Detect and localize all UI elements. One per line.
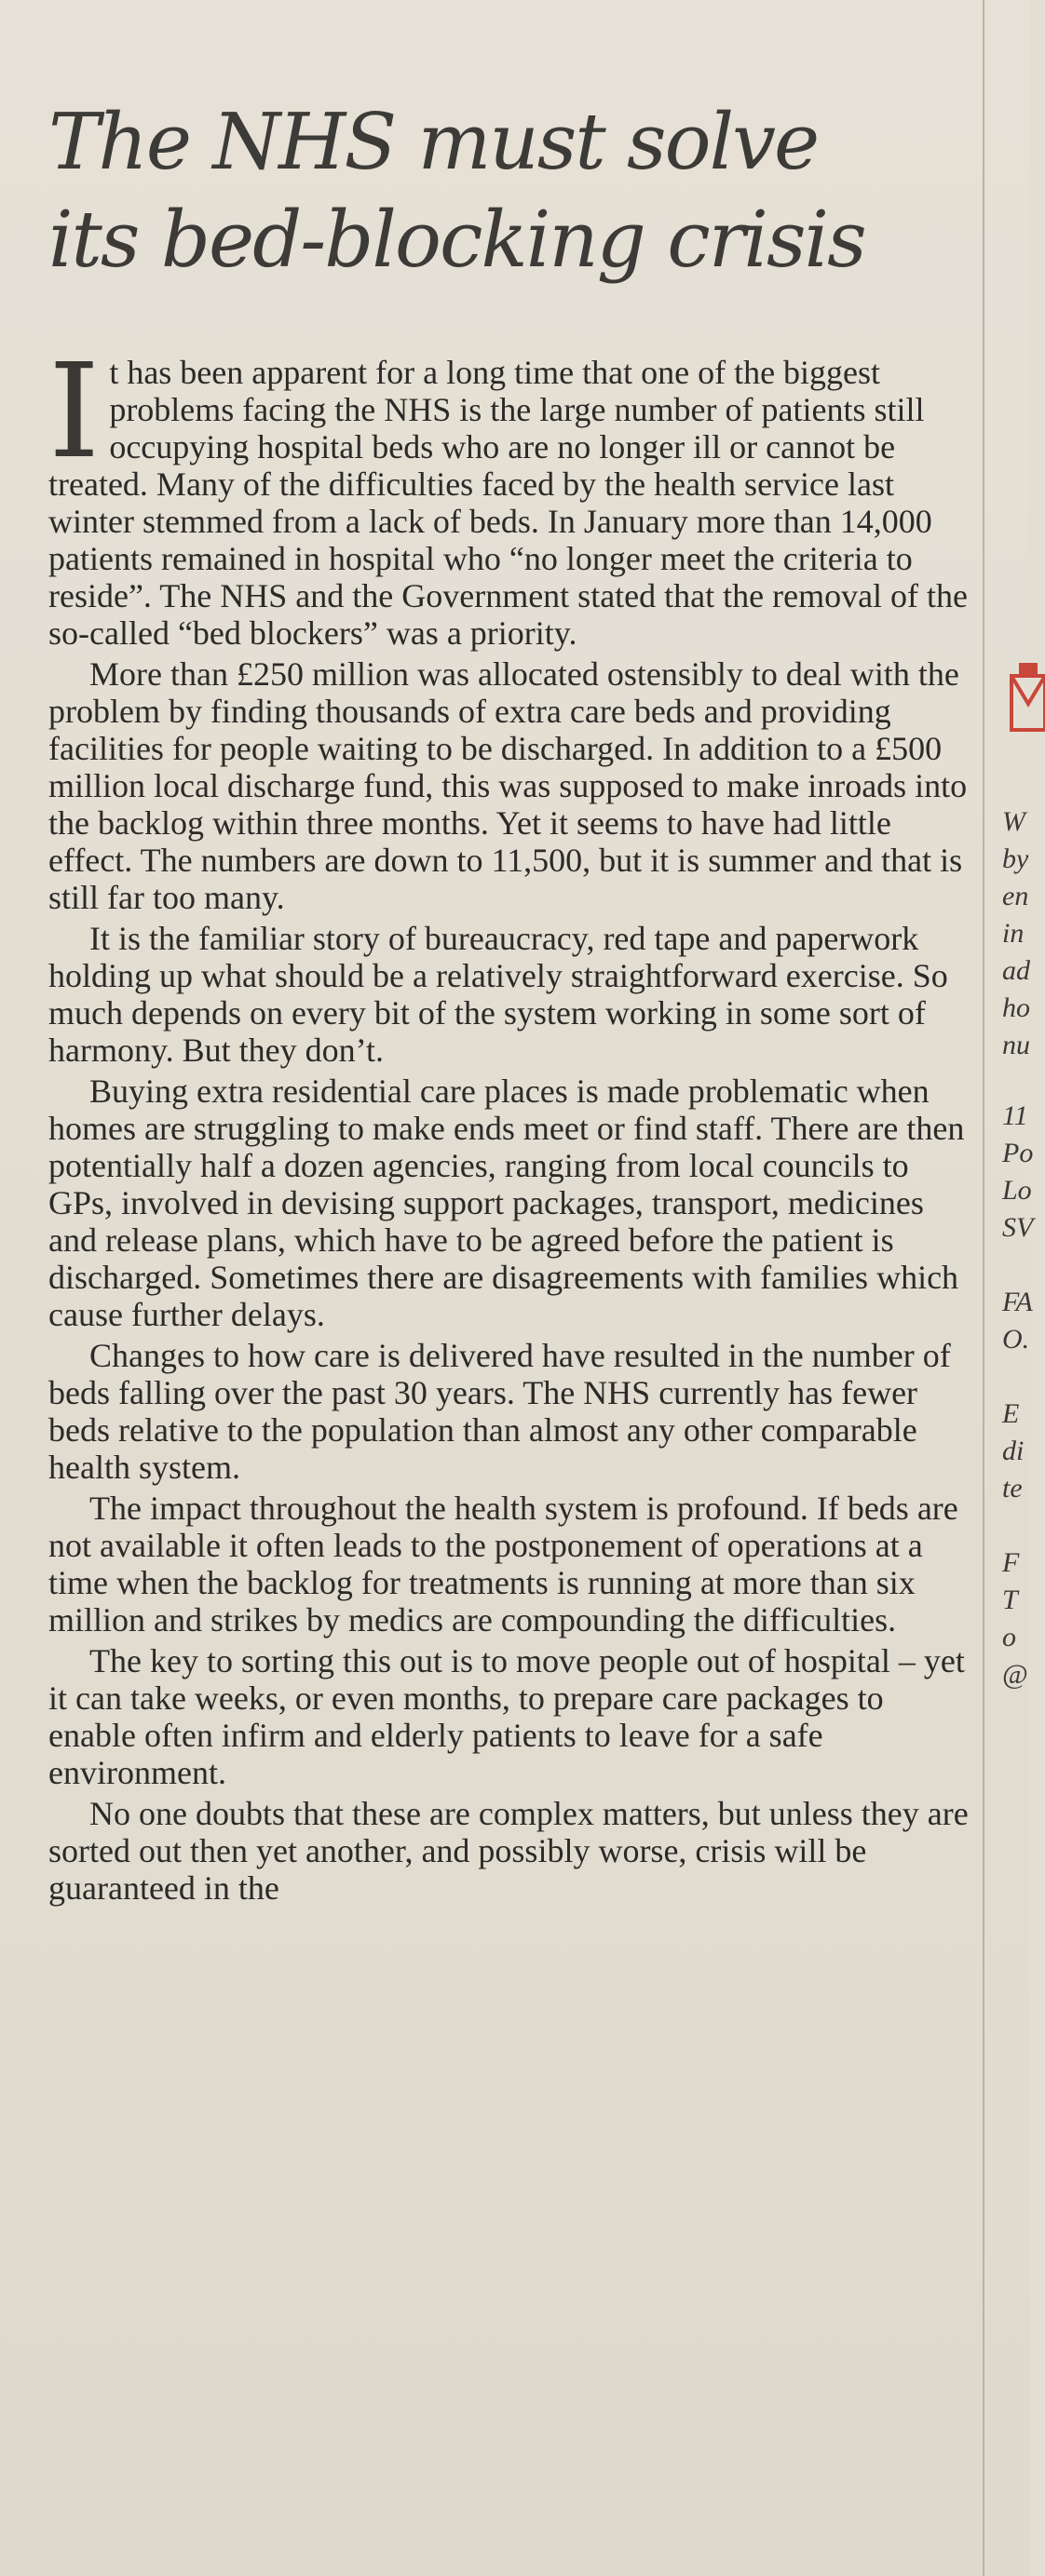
paragraph-8: No one doubts that these are complex matters, but unless they are sorted out then yet another, and possibly worse, crisis will be guaranteed in the — [48, 1795, 969, 1907]
side-fragment: T — [1002, 1585, 1018, 1615]
column-divider — [983, 0, 984, 2576]
side-fragment: di — [1002, 1436, 1025, 1466]
side-fragment: o — [1002, 1622, 1016, 1652]
article — [48, 93, 970, 1910]
paragraph-4: Buying extra residential care places is made problematic when homes are struggling to make ends meet or find staff. There are then potentially half a dozen agencies, ranging from local councils to GPs, involved in devising support packages, transport, medicines and release plans, which have to be agreed before the patient is discharged. Sometimes there are disagreements with families which cause further delays. — [48, 1072, 965, 1333]
side-fragment: in — [1002, 918, 1025, 949]
side-fragment: ho — [1002, 992, 1030, 1023]
side-fragment: Lo — [1002, 1175, 1032, 1206]
side-fragment: 11 — [1002, 1100, 1028, 1131]
headline — [48, 93, 970, 289]
side-fragment: en — [1002, 881, 1029, 911]
side-fragment: E — [1002, 1398, 1020, 1429]
side-fragment: ad — [1002, 955, 1030, 986]
side-fragment: by — [1002, 843, 1029, 874]
adjacent-column-fragments — [997, 0, 1034, 2576]
side-fragment: FA — [1002, 1287, 1033, 1317]
side-fragment: te — [1002, 1473, 1023, 1504]
article-body — [48, 336, 970, 1907]
paragraph-1: It has been apparent for a long time that one of the biggest problems facing the NHS is the large number of patients still occupying hospital beds who are no longer ill or cannot be treated. Many of the difficulties faced by the health service last winter stemmed from a lack of beds. In January more than 14,000 patients remained in hospital who “no longer meet the criteria to reside”. The NHS and the Government stated that the removal of the so-called “bed blockers” was a priority. — [48, 336, 969, 652]
side-fragment: @ — [1002, 1659, 1028, 1690]
side-fragment: nu — [1002, 1030, 1030, 1060]
side-fragment: SV — [1002, 1212, 1034, 1243]
headline-line-1: The NHS must solve — [48, 97, 819, 187]
side-fragment: F — [1002, 1547, 1020, 1578]
headline-line-2: its bed-blocking crisis — [48, 195, 865, 285]
side-fragment: O. — [1002, 1324, 1030, 1355]
side-fragment: Po — [1002, 1138, 1034, 1168]
side-fragment: W — [1002, 806, 1025, 837]
paragraph-5: Changes to how care is delivered have resulted in the number of beds falling over the past 30 years. The NHS currently has fewer beds relative to the population than almost any other comparable health system. — [48, 1337, 951, 1486]
paragraph-7: The key to sorting this out is to move people out of hospital – yet it can take weeks, or even months, to prepare care packages to enable often infirm and elderly patients to leave for a safe environment. — [48, 1642, 965, 1791]
paragraph-3: It is the familiar story of bureaucracy, red tape and paperwork holding up what should be a relatively straightforward exercise. So much depends on every bit of the system working in some sort of harmony. But they don’t. — [48, 920, 948, 1069]
paragraph-6: The impact throughout the health system is profound. If beds are not available it often leads to the postponement of operations at a time when the backlog for treatments is running at more than six million and strikes by medics are compounding the difficulties. — [48, 1490, 958, 1639]
drop-cap: I — [48, 336, 101, 488]
paragraph-2: More than £250 million was allocated ostensibly to deal with the problem by finding thousands of extra care beds and providing facilities for people waiting to be discharged. In addition to a £500 million local discharge fund, this was supposed to make inroads into the backlog within three months. Yet it seems to have had little effect. The numbers are down to 11,500, but it is summer and that is still far too many. — [48, 655, 968, 916]
